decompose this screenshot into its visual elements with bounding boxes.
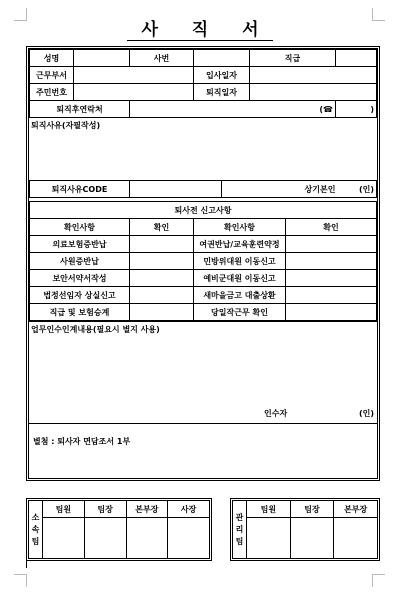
report-item-right: 당일작근무 확인 xyxy=(194,304,286,321)
report-check-cell[interactable] xyxy=(286,236,377,253)
resident-number-label: 주민번호 xyxy=(30,84,74,101)
text-cursor xyxy=(26,556,27,568)
resignation-form xyxy=(26,46,380,481)
report-check-cell[interactable] xyxy=(286,287,377,304)
hire-date-field[interactable] xyxy=(250,67,377,84)
spacer xyxy=(222,181,286,198)
receiver-signature xyxy=(264,408,374,419)
contact-label: 퇴직후연락처 xyxy=(30,101,130,118)
approval-sign-cell[interactable] xyxy=(247,518,291,559)
employee-number-label: 사번 xyxy=(130,50,194,67)
grade-field[interactable] xyxy=(336,50,377,67)
report-item-left: 사원증반납 xyxy=(30,253,130,270)
grade-label: 직급 xyxy=(250,50,336,67)
approval-sign-cell[interactable] xyxy=(290,518,334,559)
approval-sign-cell[interactable] xyxy=(334,518,378,559)
report-header: 퇴사전 신고사항 xyxy=(30,202,377,219)
attachment-note: 별첨 : 퇴사자 면담조서 1부 xyxy=(29,423,377,460)
approval-col-label: 팀장 xyxy=(84,501,126,518)
report-col-item-right: 확인사항 xyxy=(194,219,286,236)
approval-box-department xyxy=(26,498,212,561)
report-item-left: 보안서약서작성 xyxy=(30,270,130,287)
receiver-label: 인수자 xyxy=(264,409,288,418)
approval-col-label: 사장 xyxy=(168,501,210,518)
report-col-check-left: 확인 xyxy=(130,219,194,236)
name-label: 성명 xyxy=(30,50,74,67)
report-item-left: 법정선임자 상실신고 xyxy=(30,287,130,304)
approval-sign-cell[interactable] xyxy=(43,518,85,559)
reason-code-field[interactable] xyxy=(130,181,222,198)
approval-sign-cell[interactable] xyxy=(168,518,210,559)
personal-info-table xyxy=(29,49,377,118)
report-check-cell[interactable] xyxy=(286,270,377,287)
report-item-right: 예비군대원 이동신고 xyxy=(194,270,286,287)
handover-area[interactable] xyxy=(29,321,377,423)
report-item-left: 의료보험증반납 xyxy=(30,236,130,253)
report-check-cell[interactable] xyxy=(130,287,194,304)
crop-mark-bottom-right xyxy=(372,574,385,587)
approval-col-label: 팀원 xyxy=(43,501,85,518)
report-item-right: 여권반납/교육훈련약정 xyxy=(194,236,286,253)
handover-label: 업무인수인계내용(필요시 별지 사용) xyxy=(31,325,160,334)
sign-seal: (인) xyxy=(355,181,377,198)
document-title: 사 직 서 xyxy=(0,20,400,41)
receiver-seal: (인) xyxy=(358,409,374,418)
report-col-item-left: 확인사항 xyxy=(30,219,130,236)
crop-mark-bottom-left xyxy=(14,574,27,587)
report-col-check-right: 확인 xyxy=(286,219,377,236)
department-label: 근무부서 xyxy=(30,67,74,84)
name-field[interactable] xyxy=(74,50,130,67)
report-check-cell[interactable] xyxy=(286,253,377,270)
phone-suffix: ) xyxy=(336,101,377,118)
leave-date-label: 퇴직일자 xyxy=(194,84,250,101)
approval-side-label: 소 속 팀 xyxy=(29,501,43,559)
reason-area[interactable] xyxy=(29,118,377,180)
sign-label: 상기본인 xyxy=(286,181,355,198)
phone-prefix[interactable]: (☎ xyxy=(130,101,336,118)
report-check-cell[interactable] xyxy=(130,253,194,270)
approval-side-label: 관 리 팀 xyxy=(233,501,247,559)
resident-number-field[interactable] xyxy=(74,84,194,101)
reason-code-label: 퇴직사유CODE xyxy=(30,181,130,198)
reason-code-table xyxy=(29,180,377,198)
report-item-left: 직급 및 보험승계 xyxy=(30,304,130,321)
department-field[interactable] xyxy=(74,67,194,84)
approval-box-admin xyxy=(230,498,380,561)
approval-col-label: 팀장 xyxy=(290,501,334,518)
report-check-cell[interactable] xyxy=(286,304,377,321)
report-item-right: 새마을금고 대출상환 xyxy=(194,287,286,304)
report-item-right: 민방위대원 이동신고 xyxy=(194,253,286,270)
report-check-cell[interactable] xyxy=(130,236,194,253)
approval-sign-cell[interactable] xyxy=(126,518,168,559)
approval-col-label: 본부장 xyxy=(126,501,168,518)
report-check-cell[interactable] xyxy=(130,270,194,287)
hire-date-label: 입사일자 xyxy=(194,67,250,84)
employee-number-field[interactable] xyxy=(194,50,250,67)
approval-col-label: 본부장 xyxy=(334,501,378,518)
approval-sign-cell[interactable] xyxy=(84,518,126,559)
reason-label: 퇴직사유(자필작성) xyxy=(31,121,101,130)
approval-col-label: 팀원 xyxy=(247,501,291,518)
leave-date-field[interactable] xyxy=(250,84,377,101)
report-check-cell[interactable] xyxy=(130,304,194,321)
report-table xyxy=(29,201,377,321)
